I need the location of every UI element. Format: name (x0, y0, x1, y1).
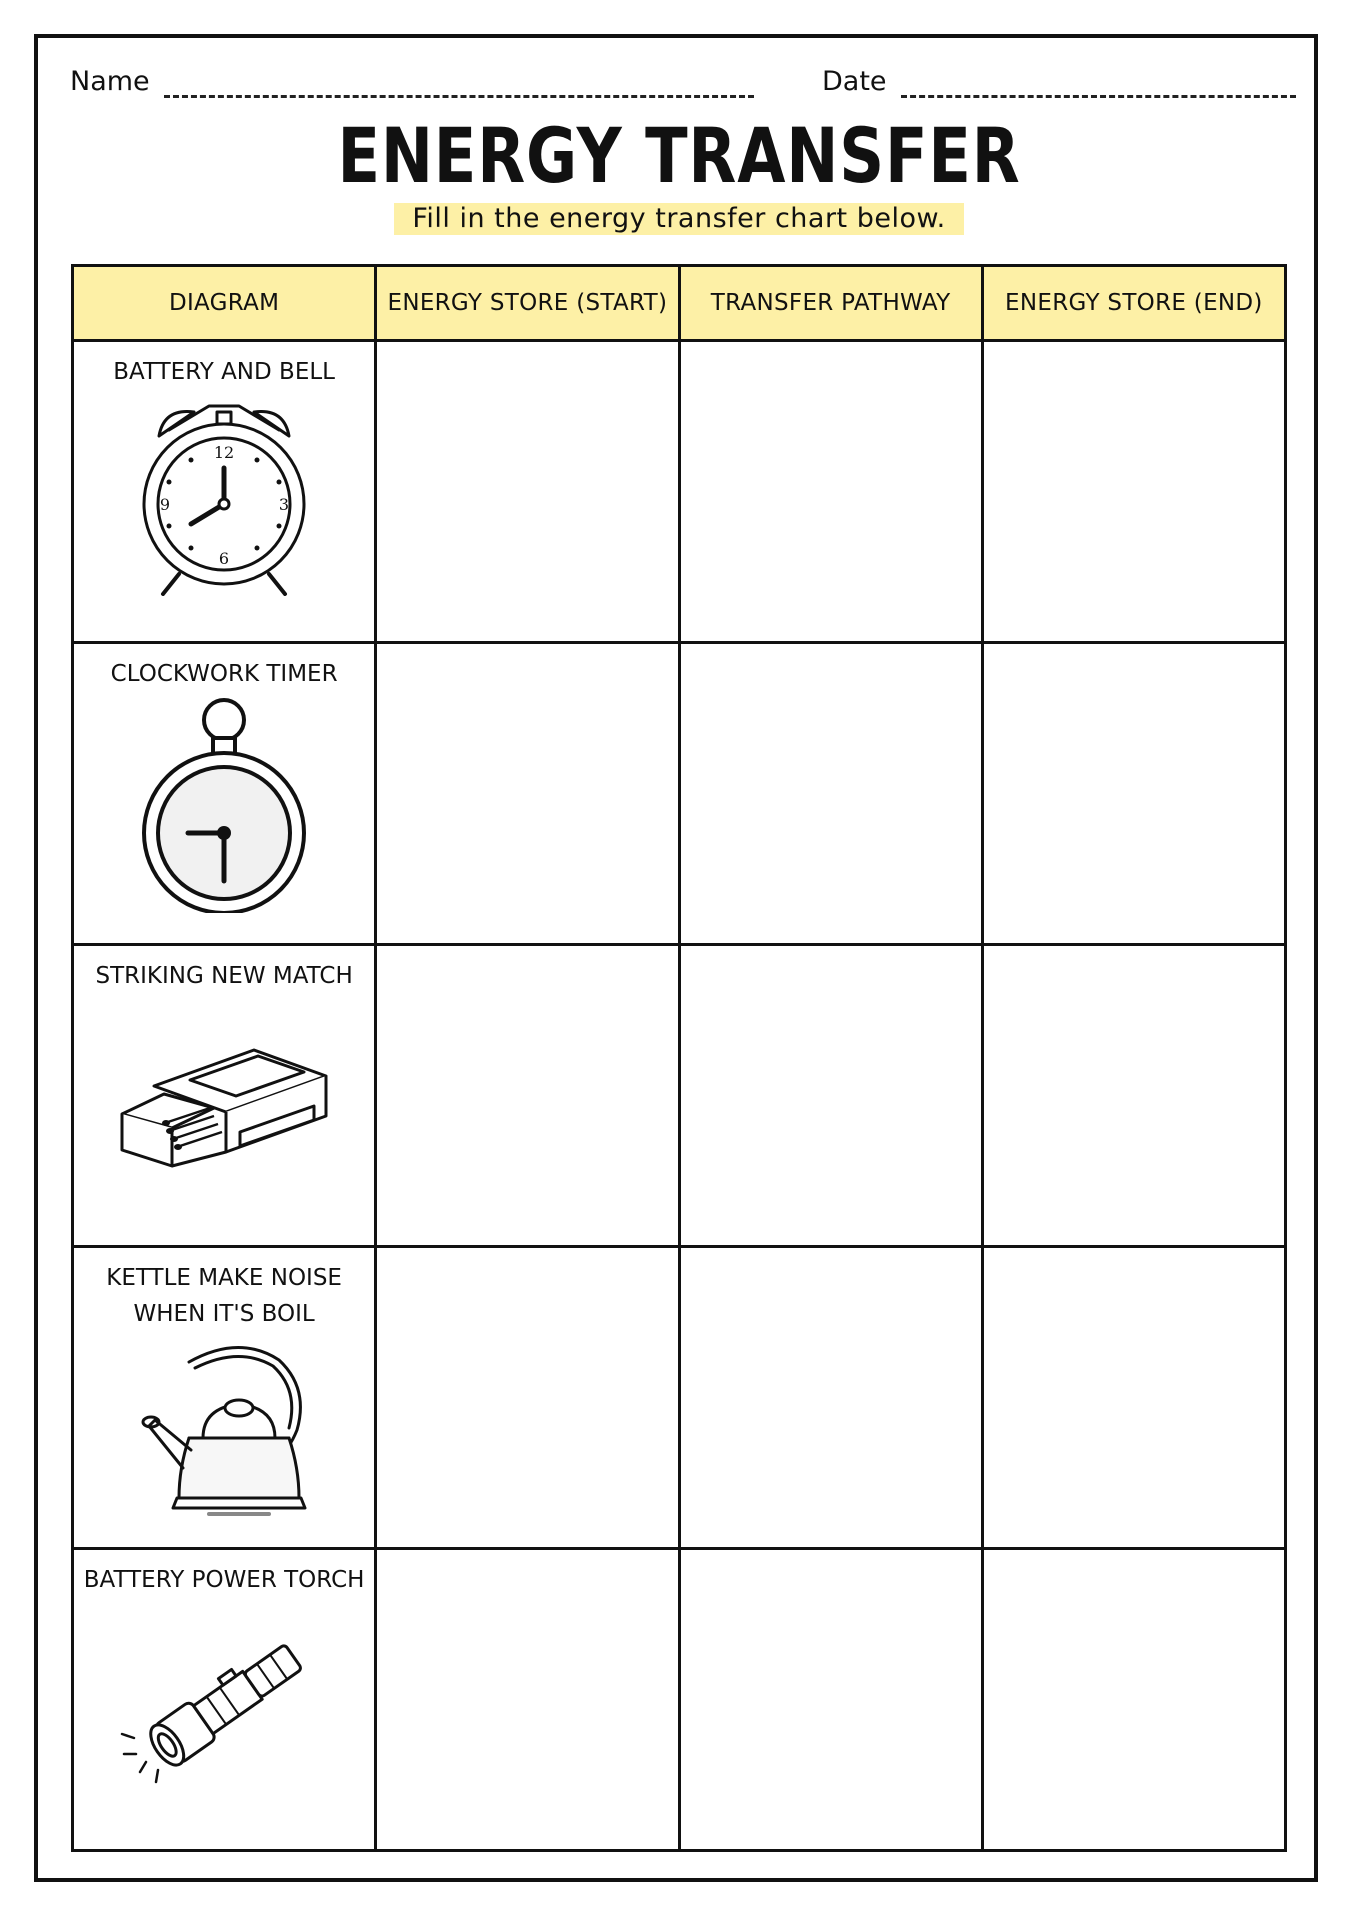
diagram-label: KETTLE MAKE NOISE WHEN IT'S BOIL (106, 1265, 342, 1327)
diagram-cell (73, 945, 376, 1247)
stopwatch-icon (139, 698, 309, 913)
column-header-transfer-pathway: TRANSFER PATHWAY (679, 266, 982, 341)
energy-store-start-cell[interactable] (376, 1549, 679, 1851)
clock-number-3: 3 (279, 495, 290, 514)
table-row (73, 1247, 1286, 1549)
alarm-clock-icon (139, 396, 309, 596)
table-row (73, 341, 1286, 643)
clock-number-12: 12 (213, 443, 235, 462)
kettle-icon (129, 1338, 319, 1528)
energy-store-end-cell[interactable] (982, 1247, 1285, 1549)
energy-store-start-cell[interactable] (376, 643, 679, 945)
name-label: Name (70, 66, 150, 97)
name-blank-line[interactable] (164, 69, 754, 98)
table-header-row (73, 266, 1286, 341)
column-header-energy-store-start: ENERGY STORE (START) (376, 266, 679, 341)
column-header-energy-store-end: ENERGY STORE (END) (982, 266, 1285, 341)
page-title: ENERGY TRANSFER (337, 111, 1021, 200)
transfer-pathway-cell[interactable] (679, 1247, 982, 1549)
energy-store-start-cell[interactable] (376, 1247, 679, 1549)
energy-store-end-cell[interactable] (982, 643, 1285, 945)
energy-store-start-cell[interactable] (376, 341, 679, 643)
energy-store-end-cell[interactable] (982, 341, 1285, 643)
table-row (73, 1549, 1286, 1851)
transfer-pathway-cell[interactable] (679, 341, 982, 643)
transfer-pathway-cell[interactable] (679, 945, 982, 1247)
date-field (822, 66, 1296, 98)
diagram-cell (73, 1247, 376, 1549)
date-blank-line[interactable] (901, 69, 1296, 98)
date-label: Date (822, 66, 887, 97)
transfer-pathway-cell[interactable] (679, 1549, 982, 1851)
diagram-label: STRIKING NEW MATCH (95, 963, 353, 989)
table-row (73, 643, 1286, 945)
clock-number-9: 9 (160, 495, 171, 514)
diagram-label: BATTERY POWER TORCH (83, 1567, 365, 1593)
energy-store-start-cell[interactable] (376, 945, 679, 1247)
matchbox-icon (114, 1024, 334, 1214)
diagram-label: BATTERY AND BELL (113, 359, 335, 385)
clock-number-6: 6 (219, 549, 230, 568)
transfer-pathway-cell[interactable] (679, 643, 982, 945)
diagram-label: CLOCKWORK TIMER (110, 661, 338, 687)
table-row (73, 945, 1286, 1247)
page-subtitle: Fill in the energy transfer chart below. (394, 203, 963, 235)
energy-store-end-cell[interactable] (982, 1549, 1285, 1851)
energy-store-end-cell[interactable] (982, 945, 1285, 1247)
name-field (70, 66, 754, 98)
diagram-cell (73, 1549, 376, 1851)
diagram-cell (73, 643, 376, 945)
column-header-diagram: DIAGRAM (73, 266, 376, 341)
diagram-cell (73, 341, 376, 643)
flashlight-icon (114, 1604, 334, 1804)
energy-transfer-table (71, 264, 1287, 1852)
subtitle-wrap (0, 203, 1358, 235)
